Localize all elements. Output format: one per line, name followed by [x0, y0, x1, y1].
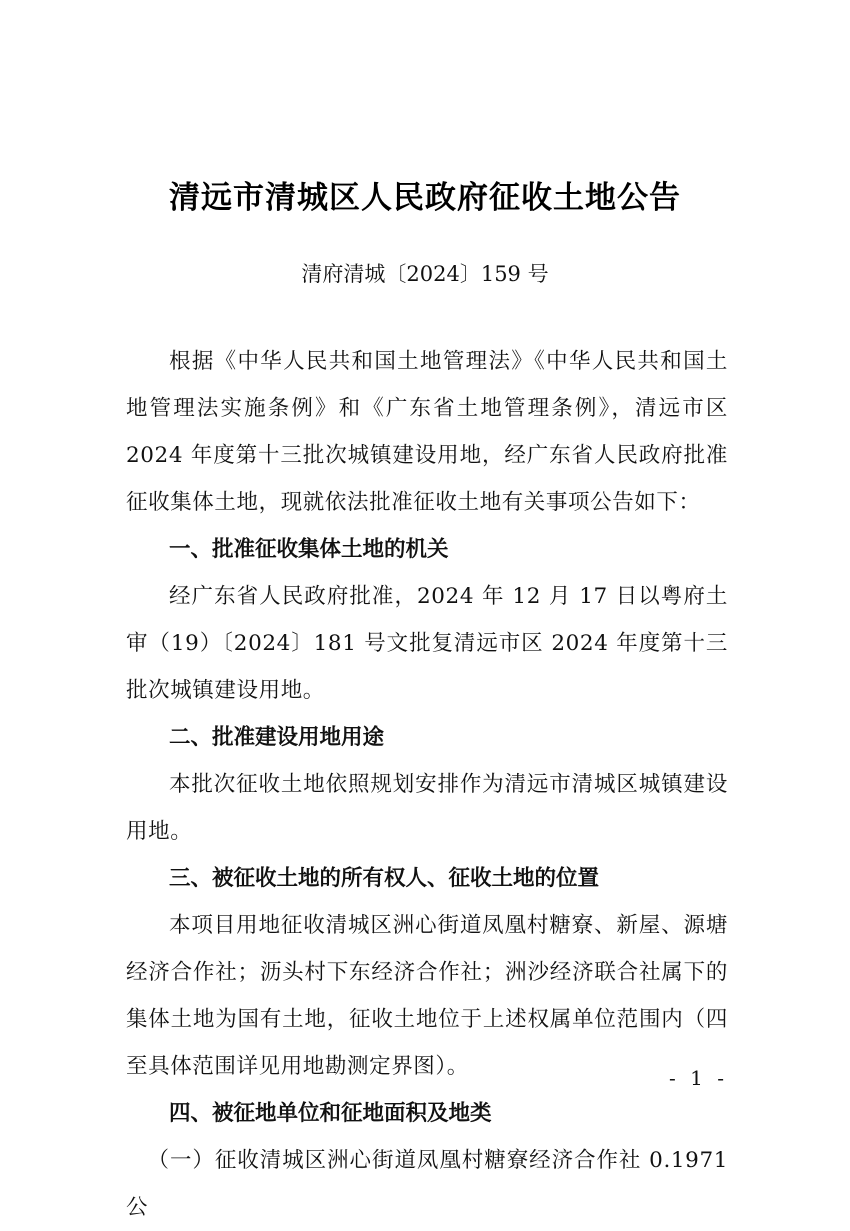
section-heading-2: 二、批准建设用地用途 [169, 725, 385, 750]
page-number: - 1 - [669, 1066, 728, 1090]
section-text-3: 本项目用地征收清城区洲心街道凤凰村糖寮、新屋、源塘经济合作社；沥头村下东经济合作社；洲沙经济联合社属下的集体土地为国有土地，征收土地位于上述权属单位范围内（四至具体范围详见用地勘测定界图）。 [126, 913, 728, 1079]
intro-paragraph: 根据《中华人民共和国土地管理法》《中华人民共和国土地管理法实施条例》和《广东省土地管理条例》，清远市区 2024 年度第十三批次城镇建设用地，经广东省人民政府批准征收集体土地，现就依法批准征收土地有关事项公告如下： [126, 349, 728, 515]
section-heading-1: 一、批准征收集体土地的机关 [169, 537, 449, 562]
document-number: 清府清城〔2024〕159 号 [301, 262, 549, 286]
section-heading-4: 四、被征地单位和征地面积及地类 [169, 1101, 492, 1126]
section-text-4: （一）征收清城区洲心街道凤凰村糖寮经济合作社 0.1971 公 [126, 1148, 728, 1220]
section-heading-3: 三、被征收土地的所有权人、征收土地的位置 [169, 866, 600, 891]
section-text-2: 本批次征收土地依照规划安排作为清远市清城区城镇建设用地。 [126, 772, 728, 844]
document-body [126, 338, 728, 1231]
document-title: 清远市清城区人民政府征收土地公告 [169, 180, 681, 216]
section-text-1: 经广东省人民政府批准，2024 年 12 月 17 日以粤府土审（19）〔2024〕181 号文批复清远市区 2024 年度第十三批次城镇建设用地。 [126, 584, 728, 703]
